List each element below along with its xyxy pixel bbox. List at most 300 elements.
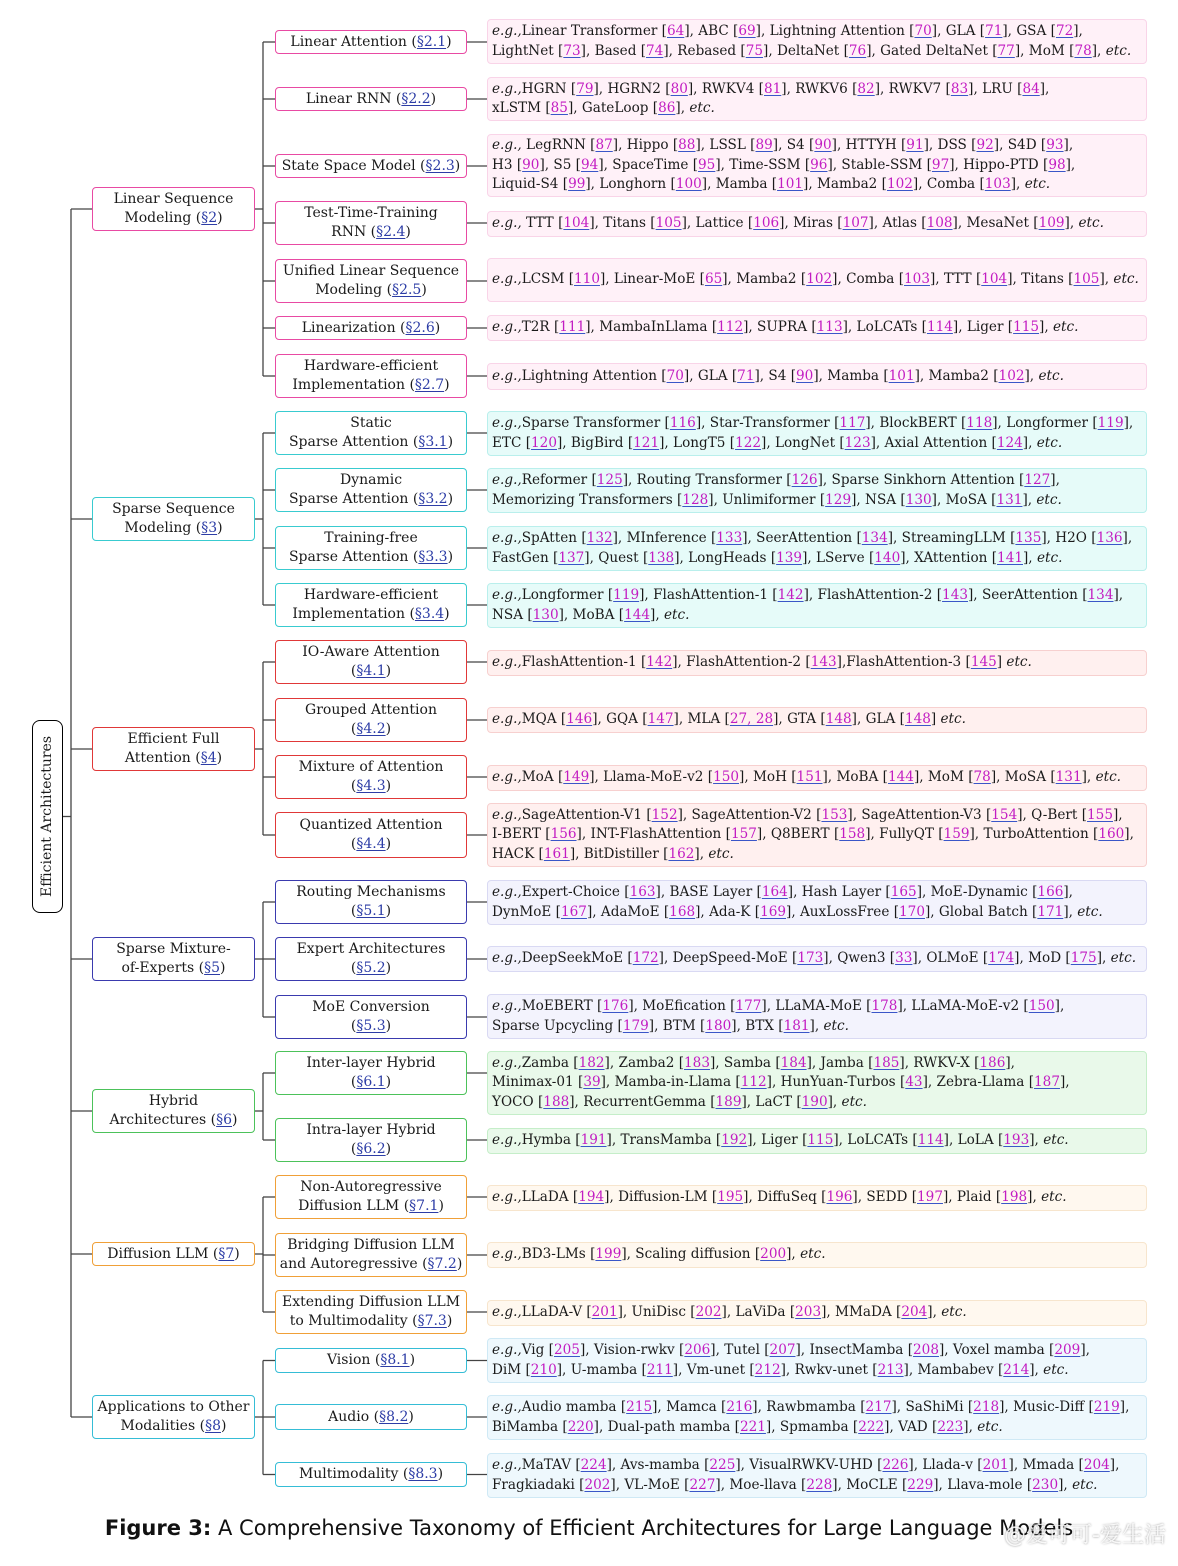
citation-link[interactable]: 179: [622, 1017, 649, 1034]
section-link[interactable]: §7.3: [417, 1313, 447, 1329]
section-link[interactable]: §2.5: [392, 282, 422, 298]
citation-link[interactable]: 192: [721, 1132, 748, 1149]
citation-link[interactable]: 217: [865, 1399, 892, 1415]
text-run: ], LoLCATs [: [842, 319, 927, 336]
citation-link[interactable]: 99: [568, 176, 586, 193]
citation-link[interactable]: 120: [531, 434, 557, 451]
citation-link[interactable]: 43: [905, 1074, 923, 1091]
leaf-examples-box: [487, 1185, 1147, 1211]
citation-link[interactable]: 71: [737, 367, 755, 384]
citation-link[interactable]: 143: [942, 587, 968, 603]
text-run: ], Rebased [: [663, 42, 746, 59]
citation-link[interactable]: 65: [704, 271, 723, 288]
section-link[interactable]: §3.1: [418, 434, 448, 450]
citation-link[interactable]: 126: [791, 472, 818, 488]
citation-link[interactable]: 133: [716, 530, 743, 546]
text-run: ], Gated DeltaNet [: [866, 42, 998, 59]
citation-link[interactable]: 82: [857, 80, 875, 97]
citation-link[interactable]: 227: [689, 1476, 716, 1493]
text-run: MaTAV [: [521, 1457, 581, 1473]
citation-link[interactable]: 228: [806, 1476, 833, 1493]
citation-link[interactable]: 194: [578, 1189, 605, 1206]
citation-link[interactable]: 190: [801, 1093, 828, 1110]
citation-link[interactable]: 102: [806, 271, 833, 288]
citation-link[interactable]: 196: [826, 1189, 853, 1206]
citation-link[interactable]: 104: [563, 215, 590, 232]
citation-link[interactable]: 119: [613, 587, 640, 603]
citation-link[interactable]: 85: [550, 100, 568, 116]
citation-link[interactable]: 152: [651, 806, 678, 823]
node-label-line: [351, 1073, 391, 1092]
citation-link[interactable]: 69: [738, 23, 756, 39]
citation-link[interactable]: 167: [560, 903, 587, 920]
citation-link[interactable]: 181: [783, 1017, 810, 1034]
citation-link[interactable]: 164: [761, 884, 788, 900]
node-label-line: [351, 662, 391, 681]
text-run: ],: [675, 100, 690, 116]
section-link[interactable]: §2.6: [405, 319, 435, 336]
text-run: ): [447, 549, 454, 565]
citation-link[interactable]: 81: [763, 80, 782, 97]
citation-link[interactable]: 108: [926, 215, 953, 232]
citation-link[interactable]: 221: [739, 1418, 766, 1435]
citation-link[interactable]: 136: [1096, 530, 1123, 546]
text-run: BD3-LMs [: [521, 1246, 596, 1263]
citation-link[interactable]: 113: [816, 319, 843, 336]
citation-link[interactable]: 79: [576, 80, 594, 97]
text-run: ): [385, 778, 392, 794]
citation-link[interactable]: 160: [1098, 826, 1125, 843]
citation-link[interactable]: 124: [996, 434, 1023, 451]
section-link[interactable]: §3.3: [418, 549, 448, 565]
citation-link[interactable]: 70: [666, 367, 684, 384]
citation-link[interactable]: 112: [717, 319, 744, 336]
citation-link[interactable]: 168: [669, 903, 696, 920]
citation-link[interactable]: 145: [970, 654, 997, 671]
citation-link[interactable]: 189: [715, 1093, 742, 1110]
citation-link[interactable]: 78: [973, 769, 991, 786]
citation-link[interactable]: 198: [1001, 1189, 1028, 1206]
citation-link[interactable]: 171: [1037, 903, 1064, 920]
italic-text: e.g.,: [492, 654, 522, 671]
citation-link[interactable]: 195: [717, 1189, 744, 1206]
text-run: ], TurboAttention [: [969, 826, 1099, 843]
citation-link[interactable]: 115: [1013, 319, 1040, 336]
citation-link[interactable]: 103: [984, 176, 1011, 193]
citation-link[interactable]: 134: [861, 530, 888, 546]
citation-link[interactable]: 144: [887, 769, 914, 786]
leaf-examples-box: [487, 880, 1147, 925]
citation-link[interactable]: 110: [574, 271, 600, 288]
section-link[interactable]: §2.4: [376, 224, 406, 240]
citation-link[interactable]: 224: [580, 1457, 607, 1473]
citation-link[interactable]: 202: [584, 1476, 611, 1493]
citation-link[interactable]: 206: [684, 1342, 711, 1358]
node-label-line: [280, 1255, 463, 1274]
citation-link[interactable]: 220: [567, 1418, 594, 1435]
citation-link[interactable]: 191: [580, 1132, 607, 1149]
citation-link[interactable]: 103: [904, 271, 930, 288]
citation-link[interactable]: 155: [1087, 806, 1113, 823]
citation-link[interactable]: 153: [821, 806, 848, 823]
citation-link[interactable]: 102: [998, 367, 1025, 384]
citation-link[interactable]: 185: [873, 1054, 900, 1071]
section-link[interactable]: §6.2: [356, 1141, 386, 1157]
citation-link[interactable]: 226: [882, 1457, 909, 1473]
italic-text: etc.: [1095, 769, 1122, 786]
text-run: ], Rawbmamba [: [752, 1399, 866, 1415]
citation-link[interactable]: 64: [667, 23, 685, 39]
citation-link[interactable]: 149: [563, 769, 590, 786]
citation-link[interactable]: 156: [550, 826, 577, 843]
citation-link[interactable]: 33: [895, 950, 913, 967]
citation-link[interactable]: 127: [1024, 472, 1051, 488]
section-link[interactable]: §4: [200, 750, 217, 766]
citation-link[interactable]: 121: [633, 434, 660, 451]
citation-link[interactable]: 78: [1074, 42, 1092, 59]
citation-link[interactable]: 72: [1055, 23, 1074, 39]
citation-link[interactable]: 144: [624, 606, 651, 623]
section-link[interactable]: §4.4: [356, 836, 386, 852]
text-run: Memorizing Transformers [: [492, 491, 683, 508]
citation-link[interactable]: 178: [871, 998, 898, 1014]
citation-link[interactable]: 157: [730, 826, 757, 843]
citation-link[interactable]: 219: [1093, 1399, 1120, 1415]
citation-link[interactable]: 188: [543, 1093, 570, 1110]
citation-link[interactable]: 172: [632, 950, 659, 967]
citation-link[interactable]: 177: [735, 998, 762, 1014]
citation-link[interactable]: 140: [874, 549, 901, 566]
leaf-line: [492, 1188, 1142, 1208]
citation-link[interactable]: 146: [566, 711, 593, 728]
text-run: MoE Conversion: [312, 999, 430, 1015]
citation-link[interactable]: 114: [917, 1132, 944, 1149]
text-run: ], DiffuSeq [: [743, 1189, 827, 1206]
citation-link[interactable]: 229: [907, 1476, 934, 1493]
text-run: ], SageAttention-V2 [: [677, 806, 822, 823]
citation-link[interactable]: 199: [595, 1246, 622, 1263]
citation-link[interactable]: 186: [979, 1054, 1006, 1071]
citation-link[interactable]: 83: [950, 80, 969, 97]
citation-link[interactable]: 216: [726, 1399, 753, 1415]
citation-link[interactable]: 150: [1028, 998, 1055, 1014]
citation-link[interactable]: 98: [1048, 156, 1066, 173]
italic-text: e.g.,: [492, 950, 522, 967]
citation-link[interactable]: 77: [997, 42, 1015, 59]
leaf-examples-box: [487, 1300, 1147, 1326]
citation-link[interactable]: 71: [985, 23, 1003, 39]
citation-link[interactable]: 223: [937, 1418, 964, 1435]
text-run: ], LRU [: [968, 80, 1023, 97]
text-run: Diffusion LLM (: [107, 1245, 219, 1262]
text-run: ], INT-FlashAttention [: [576, 826, 731, 843]
section-link[interactable]: §3.2: [418, 491, 448, 507]
citation-link[interactable]: 166: [1037, 884, 1064, 900]
citation-link[interactable]: 161: [543, 845, 570, 862]
citation-link[interactable]: 141: [997, 549, 1023, 566]
leaf-line: [492, 1341, 1142, 1361]
citation-link[interactable]: 183: [684, 1054, 710, 1071]
citation-link[interactable]: 130: [532, 606, 559, 623]
section-link[interactable]: §2.3: [425, 157, 455, 174]
citation-link[interactable]: 143: [810, 654, 837, 671]
citation-link[interactable]: 151: [796, 769, 823, 786]
citation-link[interactable]: 207: [769, 1342, 796, 1358]
section-link[interactable]: §8: [205, 1418, 221, 1434]
citation-link[interactable]: 101: [777, 176, 804, 193]
citation-link[interactable]: 225: [709, 1457, 736, 1473]
node-label-line: [289, 490, 453, 509]
citation-link[interactable]: 80: [670, 80, 688, 97]
section-link[interactable]: §8.1: [380, 1352, 410, 1368]
citation-link[interactable]: 138: [648, 549, 675, 566]
citation-link[interactable]: 96: [810, 156, 828, 173]
citation-link[interactable]: 89: [755, 137, 773, 154]
text-run: ): [454, 157, 461, 174]
citation-link[interactable]: 91: [906, 137, 924, 154]
citation-link[interactable]: 201: [591, 1304, 618, 1321]
citation-link[interactable]: 119: [1097, 415, 1124, 431]
citation-link[interactable]: 94: [581, 156, 599, 173]
citation-link[interactable]: 158: [839, 826, 866, 843]
leaf-line: [492, 175, 1142, 195]
text-run: ], LoLA [: [943, 1132, 1004, 1149]
citation-link[interactable]: 111: [559, 319, 586, 336]
citation-link[interactable]: 73: [563, 42, 581, 59]
leaf-examples-box: [487, 583, 1147, 628]
citation-link[interactable]: 147: [647, 711, 674, 728]
section-link[interactable]: §7.1: [409, 1198, 439, 1214]
text-run: ], Sparse Sinkhorn Attention [: [817, 472, 1025, 488]
citation-link[interactable]: 128: [682, 491, 709, 508]
citation-link[interactable]: 204: [901, 1304, 928, 1321]
citation-link[interactable]: 100: [675, 176, 702, 193]
citation-link[interactable]: 102: [886, 176, 913, 193]
citation-link[interactable]: 210: [530, 1361, 557, 1378]
text-run: RNN (: [331, 224, 377, 240]
citation-link[interactable]: 208: [913, 1342, 939, 1358]
leaf-line: [492, 491, 1142, 511]
citation-link[interactable]: 170: [899, 903, 925, 920]
citation-link[interactable]: 39: [583, 1074, 601, 1091]
section-link[interactable]: §7: [218, 1245, 235, 1262]
citation-link[interactable]: 105: [655, 215, 682, 232]
text-run: ], RWKV6 [: [781, 80, 858, 97]
citation-link[interactable]: 90: [522, 156, 540, 173]
citation-link[interactable]: 214: [1003, 1361, 1030, 1378]
citation-link[interactable]: 150: [713, 769, 740, 786]
citation-link[interactable]: 209: [1054, 1342, 1081, 1358]
citation-link[interactable]: 200: [760, 1246, 787, 1263]
citation-link[interactable]: 105: [1073, 271, 1100, 288]
citation-link[interactable]: 70: [914, 23, 932, 39]
text-run: ], LLaMA-MoE-v2 [: [897, 998, 1029, 1014]
citation-link[interactable]: 75: [745, 42, 764, 59]
citation-link[interactable]: 106: [753, 215, 780, 232]
text-run: ], Hash Layer [: [787, 884, 891, 900]
citation-link[interactable]: 93: [1046, 137, 1064, 154]
section-link[interactable]: §2: [201, 210, 218, 226]
section-link[interactable]: §5.3: [356, 1018, 386, 1034]
italic-text: e.g.,: [492, 884, 522, 900]
citation-link[interactable]: 139: [776, 549, 803, 566]
text-run: ],: [1027, 1189, 1042, 1206]
citation-link[interactable]: 87: [595, 137, 613, 154]
text-run: ): [447, 434, 454, 450]
text-run: ], Longformer [: [992, 415, 1098, 431]
citation-link[interactable]: 169: [760, 903, 787, 920]
citation-link[interactable]: 27, 28: [729, 711, 774, 728]
text-run: ): [220, 960, 226, 976]
citation-link[interactable]: 148: [825, 711, 852, 728]
text-run: LLaDA [: [521, 1189, 579, 1206]
subcategory-node: [275, 201, 467, 245]
section-link[interactable]: §8.3: [408, 1466, 438, 1482]
section-link[interactable]: §3.4: [414, 606, 445, 622]
citation-link[interactable]: 109: [1038, 215, 1065, 232]
section-link[interactable]: §2.7: [414, 377, 445, 393]
text-run: ], ABC [: [684, 23, 739, 39]
citation-link[interactable]: 213: [877, 1361, 904, 1378]
section-link[interactable]: §4.2: [356, 721, 386, 737]
citation-link[interactable]: 174: [988, 950, 1015, 967]
section-link[interactable]: §7.2: [427, 1256, 457, 1272]
citation-link[interactable]: 222: [858, 1418, 885, 1435]
italic-text: e.g.,: [492, 1457, 522, 1473]
text-run: ], Atlas [: [868, 215, 927, 232]
citation-link[interactable]: 95: [698, 156, 716, 173]
citation-link[interactable]: 204: [1083, 1457, 1110, 1473]
citation-link[interactable]: 137: [558, 549, 585, 566]
citation-link[interactable]: 101: [888, 367, 915, 384]
citation-link[interactable]: 180: [705, 1017, 732, 1034]
section-link[interactable]: §4.3: [356, 778, 386, 794]
text-run: ], MLA [: [673, 711, 730, 728]
section-link[interactable]: §6.1: [356, 1074, 386, 1090]
citation-link[interactable]: 107: [842, 215, 869, 232]
citation-link[interactable]: 117: [839, 415, 866, 431]
citation-link[interactable]: 134: [1087, 587, 1114, 603]
caption-prefix: Figure 3:: [104, 1516, 212, 1540]
citation-link[interactable]: 163: [629, 884, 656, 900]
citation-link[interactable]: 182: [578, 1054, 605, 1071]
citation-link[interactable]: 86: [658, 100, 676, 116]
text-run: Non-Autoregressive: [300, 1179, 442, 1195]
citation-link[interactable]: 159: [943, 826, 970, 843]
citation-link[interactable]: 76: [848, 42, 867, 59]
section-link[interactable]: §2.2: [401, 90, 431, 107]
citation-link[interactable]: 230: [1032, 1476, 1059, 1493]
leaf-examples-box: [487, 1453, 1147, 1498]
citation-link[interactable]: 88: [678, 137, 696, 154]
citation-link[interactable]: 173: [797, 950, 824, 967]
citation-link[interactable]: 74: [646, 42, 664, 59]
citation-link[interactable]: 165: [890, 884, 917, 900]
text-run: Reformer [: [521, 472, 597, 488]
citation-link[interactable]: 135: [1015, 530, 1042, 546]
text-run: ], AdaMoE [: [586, 903, 670, 920]
citation-link[interactable]: 211: [646, 1361, 673, 1378]
text-run: ],: [809, 1017, 824, 1034]
citation-link[interactable]: 148: [904, 711, 931, 728]
citation-link[interactable]: 197: [917, 1189, 943, 1206]
text-run: ], RecurrentGemma [: [569, 1093, 716, 1110]
citation-link[interactable]: 116: [669, 415, 696, 431]
citation-link[interactable]: 187: [1034, 1074, 1060, 1091]
section-link[interactable]: §5: [204, 960, 221, 976]
text-run: Modeling (: [315, 282, 393, 298]
citation-link[interactable]: 131: [1055, 769, 1082, 786]
citation-link[interactable]: 104: [981, 271, 1008, 288]
italic-text: etc.: [689, 100, 715, 116]
node-label-line: [292, 376, 449, 395]
citation-link[interactable]: 162: [668, 845, 695, 862]
citation-link[interactable]: 184: [780, 1054, 807, 1071]
text-run: Longformer [: [521, 587, 614, 603]
italic-text: etc.: [1036, 491, 1062, 508]
citation-link[interactable]: 131: [996, 491, 1023, 508]
leaf-line: [492, 586, 1142, 606]
section-link[interactable]: §3: [201, 520, 218, 536]
node-label-line: [282, 157, 461, 176]
citation-link[interactable]: 193: [1003, 1132, 1030, 1149]
italic-text: etc.: [1043, 1361, 1069, 1378]
citation-link[interactable]: 125: [596, 472, 623, 488]
section-link[interactable]: §6: [216, 1112, 233, 1128]
section-link[interactable]: §2.1: [416, 33, 447, 50]
italic-text: etc.: [1113, 271, 1139, 288]
citation-link[interactable]: 90: [796, 367, 814, 384]
citation-link[interactable]: 132: [586, 530, 613, 546]
citation-link[interactable]: 205: [553, 1342, 580, 1358]
section-link[interactable]: §8.2: [379, 1408, 409, 1425]
italic-text: e.g.,: [492, 998, 522, 1014]
leaf-examples-box: [487, 526, 1147, 571]
citation-link[interactable]: 84: [1022, 80, 1040, 97]
citation-link[interactable]: 154: [991, 806, 1018, 823]
citation-link[interactable]: 202: [695, 1304, 722, 1321]
citation-link[interactable]: 175: [1070, 950, 1097, 967]
citation-link[interactable]: 176: [602, 998, 629, 1014]
citation-link[interactable]: 112: [740, 1074, 767, 1091]
citation-link[interactable]: 90: [814, 137, 832, 154]
text-run: ]: [996, 654, 1007, 671]
citation-link[interactable]: 123: [844, 434, 871, 451]
section-link[interactable]: §5.2: [356, 960, 386, 976]
section-link[interactable]: §4.1: [356, 663, 386, 679]
citation-link[interactable]: 115: [807, 1132, 834, 1149]
citation-link[interactable]: 97: [931, 156, 950, 173]
citation-link[interactable]: 142: [777, 587, 804, 603]
italic-text: e.g.,: [492, 711, 522, 728]
citation-link[interactable]: 114: [926, 319, 953, 336]
citation-link[interactable]: 130: [905, 491, 932, 508]
citation-link[interactable]: 129: [825, 491, 852, 508]
italic-text: e.g.,: [492, 1399, 522, 1415]
citation-link[interactable]: 142: [646, 654, 673, 671]
citation-link[interactable]: 92: [976, 137, 994, 154]
citation-link[interactable]: 218: [973, 1399, 1000, 1415]
citation-link[interactable]: 122: [735, 434, 762, 451]
text-run: ], BTX [: [731, 1017, 784, 1034]
citation-link[interactable]: 201: [982, 1457, 1009, 1473]
citation-link[interactable]: 203: [795, 1304, 822, 1321]
citation-link[interactable]: 212: [754, 1361, 781, 1378]
section-link[interactable]: §5.1: [356, 903, 386, 919]
citation-link[interactable]: 215: [626, 1399, 653, 1415]
citation-link[interactable]: 118: [966, 415, 993, 431]
text-run: ], Scaling diffusion [: [621, 1246, 761, 1263]
